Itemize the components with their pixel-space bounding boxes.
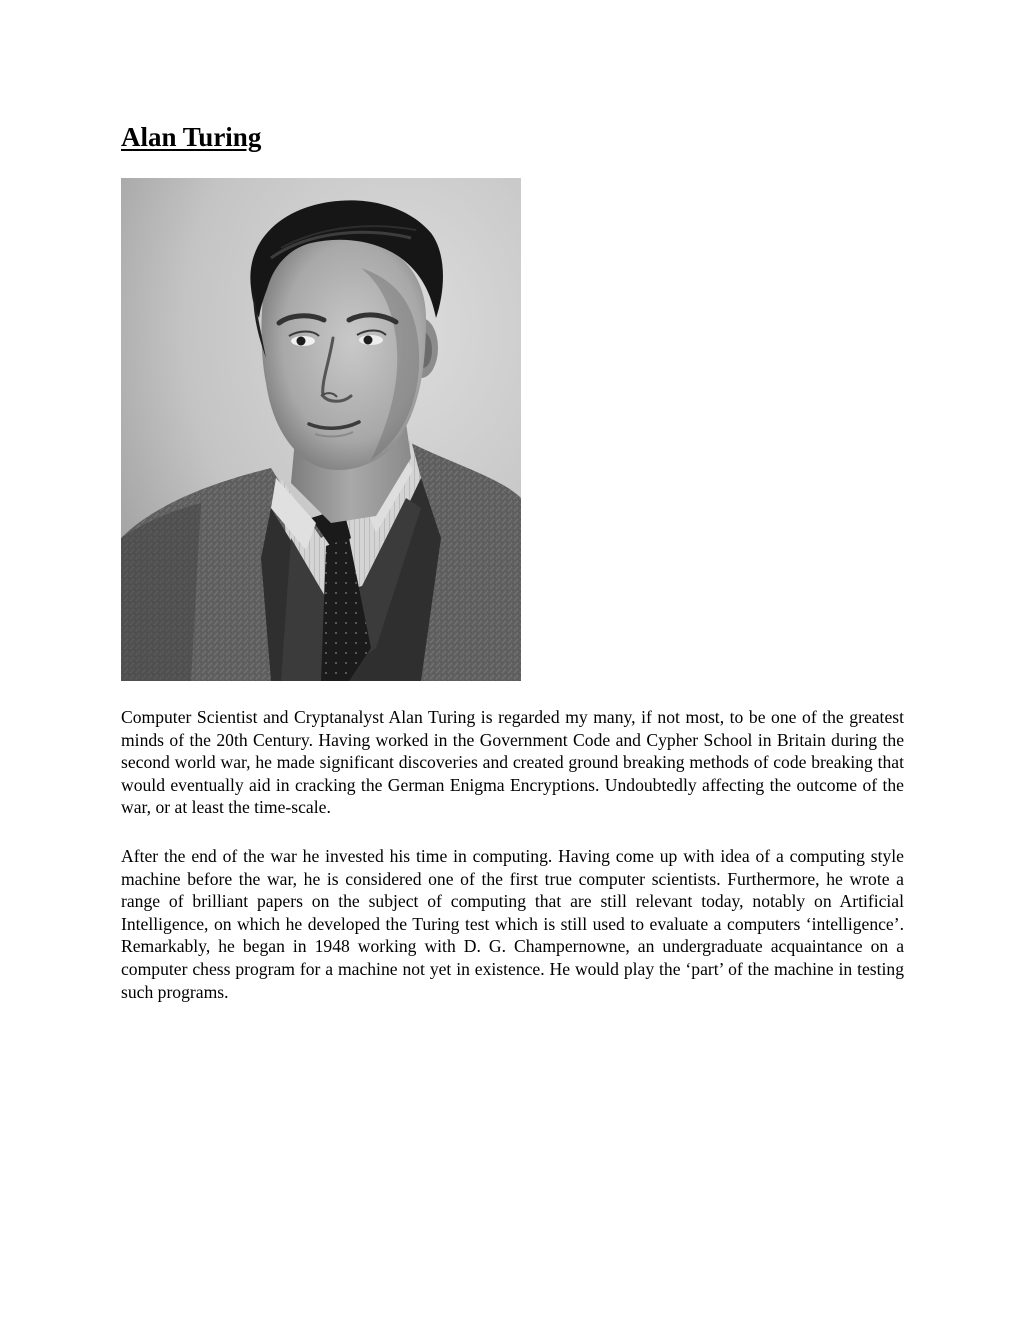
page-title: Alan Turing [121, 122, 262, 152]
portrait-photo [121, 178, 521, 681]
body-paragraph-1: Computer Scientist and Cryptanalyst Alan Turing is regarded my many, if not most, to be one of the greatest minds of the 20th Century. Having worked in the Government Code and Cypher School in Britain during the second world war, he made significant discoveries and created ground breaking methods of code breaking that would eventually aid in cracking the German Enigma Encryptions. Undoubtedly affecting the outcome of the war, or at least the time-scale. [121, 707, 904, 818]
portrait-photo-icon [121, 178, 521, 681]
body-paragraph-2: After the end of the war he invested his time in computing. Having come up with idea of a computing style machine before the war, he is considered one of the first true computer scientists. Furthermore, he wrote a range of brilliant papers on the subject of computing that are still relevant today, notably on Artificial Intelligence, on which he developed the Turing test which is still used to evaluate a computers ‘intelligence’. Remarkably, he began in 1948 working with D. G. Champernowne, an undergraduate acquaintance on a computer chess program for a machine not yet in existence. He would play the ‘part’ of the machine in testing such programs. [121, 846, 904, 1002]
